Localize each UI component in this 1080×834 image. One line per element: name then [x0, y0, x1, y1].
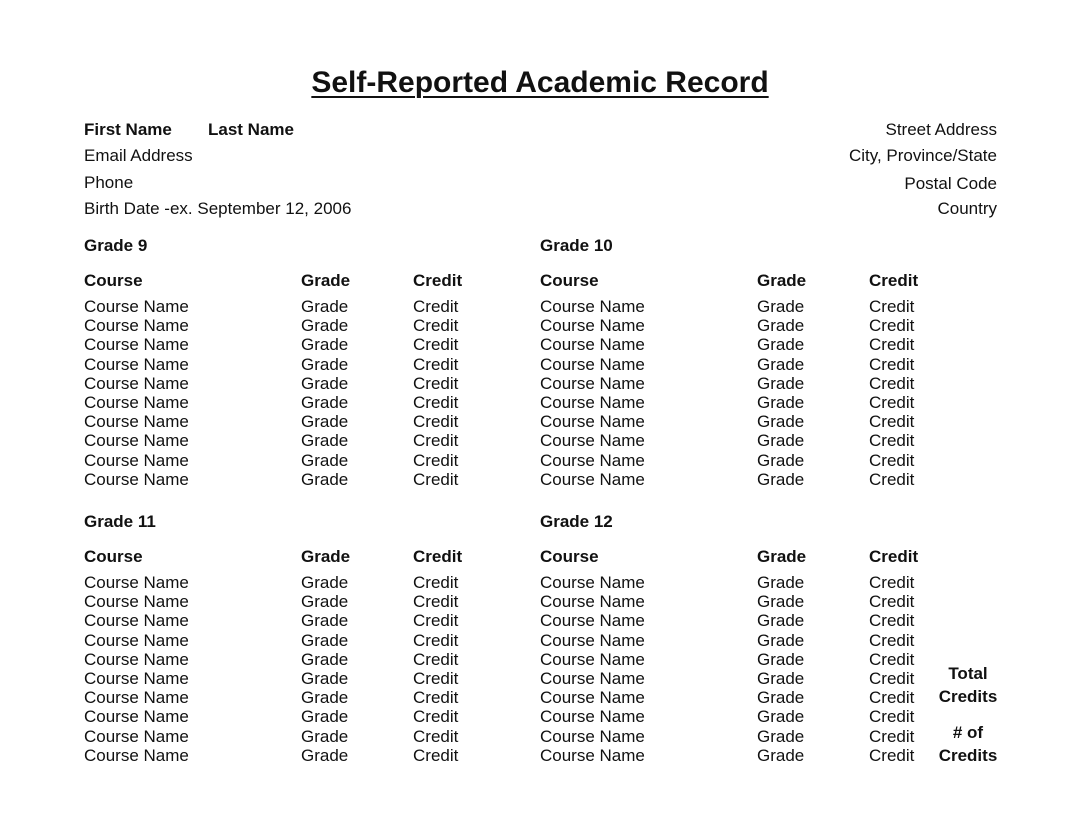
- grade-section: [84, 236, 504, 496]
- table-row: [84, 412, 484, 431]
- grade-section: [540, 236, 960, 496]
- course-cell: Course Name: [84, 611, 189, 631]
- grade-column-header: Grade: [757, 547, 807, 566]
- table-row: [540, 335, 940, 354]
- grade-cell: Grade: [301, 450, 349, 470]
- course-cell: Course Name: [84, 297, 189, 316]
- table-row: [540, 688, 940, 707]
- course-cell: Course Name: [540, 450, 645, 470]
- credit-column-header: Credit: [869, 271, 919, 290]
- credit-cell: Credit: [413, 297, 459, 316]
- grade-cell: Grade: [757, 335, 805, 355]
- course-cell: Course Name: [540, 592, 645, 612]
- course-cell: Course Name: [84, 335, 189, 355]
- credit-cell: Credit: [869, 668, 915, 688]
- credit-cell: Credit: [413, 573, 459, 592]
- grade-cell: Grade: [757, 668, 805, 688]
- table-row: [84, 727, 484, 746]
- table-row: [540, 669, 940, 688]
- table-row: [84, 470, 484, 489]
- credit-cell: Credit: [413, 392, 459, 412]
- table-row: [540, 431, 940, 450]
- course-column-header: Course: [84, 271, 143, 290]
- course-cell: Course Name: [84, 392, 189, 412]
- table-row: [540, 355, 940, 374]
- country-field: Country: [937, 199, 997, 218]
- table-row: [540, 316, 940, 335]
- table-row: [84, 631, 484, 650]
- credit-cell: Credit: [869, 354, 915, 374]
- grade-section: [540, 512, 920, 772]
- course-cell: Course Name: [84, 450, 189, 470]
- credit-cell: Credit: [869, 469, 915, 489]
- credit-cell: Credit: [413, 450, 459, 470]
- table-row: [84, 355, 484, 374]
- table-row: [540, 727, 940, 746]
- credit-cell: Credit: [869, 373, 915, 393]
- course-cell: Course Name: [540, 668, 645, 688]
- grade-cell: Grade: [301, 573, 349, 592]
- grade-cell: Grade: [757, 649, 805, 669]
- table-row: [84, 688, 484, 707]
- table-row: [84, 592, 484, 611]
- table-row: [540, 631, 940, 650]
- total-credits-line1: Total: [948, 664, 988, 683]
- credit-column-header: Credit: [413, 547, 463, 566]
- grade-cell: Grade: [301, 373, 349, 393]
- grade-cell: Grade: [301, 431, 349, 451]
- last-name-field: Last Name: [208, 120, 294, 139]
- table-row: [84, 431, 484, 450]
- grade-cell: Grade: [301, 630, 349, 650]
- course-list: [84, 297, 484, 489]
- number-of-credits-label: [930, 721, 1006, 767]
- table-row: [540, 374, 940, 393]
- credit-column-header: Credit: [413, 271, 463, 290]
- grade-cell: Grade: [301, 688, 349, 708]
- grade-cell: Grade: [757, 297, 805, 316]
- table-row: [540, 393, 940, 412]
- table-row: [540, 592, 940, 611]
- course-cell: Course Name: [540, 630, 645, 650]
- grade-cell: Grade: [757, 373, 805, 393]
- table-row: [84, 316, 484, 335]
- table-row: [540, 573, 940, 592]
- course-cell: Course Name: [540, 431, 645, 451]
- credit-cell: Credit: [413, 649, 459, 669]
- credit-cell: Credit: [869, 297, 915, 316]
- credit-cell: Credit: [413, 668, 459, 688]
- grade-cell: Grade: [757, 726, 805, 746]
- course-cell: Course Name: [84, 412, 189, 432]
- grade-heading: Grade 12: [540, 512, 613, 531]
- grade-cell: Grade: [757, 431, 805, 451]
- course-cell: Course Name: [84, 354, 189, 374]
- course-cell: Course Name: [84, 592, 189, 612]
- street-address-field: Street Address: [885, 120, 997, 139]
- course-cell: Course Name: [540, 354, 645, 374]
- table-row: [84, 669, 484, 688]
- grade-cell: Grade: [301, 469, 349, 489]
- course-cell: Course Name: [540, 707, 645, 727]
- table-row: [540, 746, 940, 765]
- table-row: [84, 707, 484, 726]
- course-cell: Course Name: [540, 573, 645, 592]
- credit-cell: Credit: [413, 688, 459, 708]
- table-row: [540, 611, 940, 630]
- email-field: Email Address: [84, 146, 193, 165]
- credit-cell: Credit: [413, 373, 459, 393]
- number-of-credits-line1: # of: [952, 723, 984, 742]
- postal-code-field: Postal Code: [904, 174, 997, 193]
- credit-cell: Credit: [869, 630, 915, 650]
- grade-cell: Grade: [757, 573, 805, 592]
- grade-column-header: Grade: [301, 547, 351, 566]
- table-row: [84, 451, 484, 470]
- course-cell: Course Name: [540, 297, 645, 316]
- credit-cell: Credit: [413, 335, 459, 355]
- grade-cell: Grade: [757, 630, 805, 650]
- phone-field: Phone: [84, 173, 134, 192]
- course-list: [540, 297, 940, 489]
- table-row: [84, 374, 484, 393]
- grade-column-header: Grade: [757, 271, 807, 290]
- table-row: [84, 573, 484, 592]
- table-row: [84, 611, 484, 630]
- credit-cell: Credit: [413, 412, 459, 432]
- table-row: [540, 412, 940, 431]
- table-row: [540, 451, 940, 470]
- credit-cell: Credit: [869, 611, 915, 631]
- course-list: [540, 573, 940, 765]
- credit-cell: Credit: [869, 573, 915, 592]
- credit-cell: Credit: [869, 392, 915, 412]
- course-cell: Course Name: [84, 469, 189, 489]
- city-field: City, Province/State: [848, 146, 997, 165]
- grade-cell: Grade: [757, 392, 805, 412]
- grade-cell: Grade: [301, 592, 349, 612]
- course-cell: Course Name: [84, 726, 189, 746]
- grade-cell: Grade: [757, 611, 805, 631]
- credit-cell: Credit: [869, 592, 915, 612]
- table-row: [84, 393, 484, 412]
- grade-section: [84, 512, 504, 772]
- course-cell: Course Name: [540, 745, 645, 765]
- grade-cell: Grade: [757, 469, 805, 489]
- grade-cell: Grade: [757, 707, 805, 727]
- credit-cell: Credit: [869, 450, 915, 470]
- credit-cell: Credit: [869, 335, 915, 355]
- credit-cell: Credit: [413, 431, 459, 451]
- grade-cell: Grade: [301, 668, 349, 688]
- grade-cell: Grade: [757, 688, 805, 708]
- grade-cell: Grade: [301, 611, 349, 631]
- course-cell: Course Name: [84, 573, 189, 592]
- first-name-field: First Name: [84, 120, 172, 139]
- credit-cell: Credit: [869, 316, 915, 336]
- grade-cell: Grade: [757, 316, 805, 336]
- course-cell: Course Name: [84, 688, 189, 708]
- course-cell: Course Name: [540, 469, 645, 489]
- grade-heading: Grade 11: [84, 512, 156, 531]
- table-row: [540, 650, 940, 669]
- grade-cell: Grade: [757, 745, 805, 765]
- credit-cell: Credit: [413, 316, 459, 336]
- course-cell: Course Name: [84, 668, 189, 688]
- birth-date-field: Birth Date -ex. September 12, 2006: [84, 199, 352, 218]
- number-of-credits-line2: Credits: [938, 746, 998, 765]
- table-row: [540, 470, 940, 489]
- credit-cell: Credit: [413, 592, 459, 612]
- course-cell: Course Name: [84, 707, 189, 727]
- course-cell: Course Name: [84, 431, 189, 451]
- course-cell: Course Name: [84, 316, 189, 336]
- credit-cell: Credit: [869, 707, 915, 727]
- grade-cell: Grade: [301, 726, 349, 746]
- course-cell: Course Name: [84, 373, 189, 393]
- course-cell: Course Name: [540, 726, 645, 746]
- course-cell: Course Name: [540, 335, 645, 355]
- grade-cell: Grade: [301, 354, 349, 374]
- credit-cell: Credit: [413, 469, 459, 489]
- course-column-header: Course: [84, 547, 143, 566]
- course-cell: Course Name: [540, 611, 645, 631]
- credit-cell: Credit: [869, 688, 915, 708]
- table-row: [84, 650, 484, 669]
- grade-cell: Grade: [301, 412, 349, 432]
- total-credits-label: [930, 662, 1006, 708]
- course-cell: Course Name: [84, 745, 189, 765]
- course-cell: Course Name: [540, 649, 645, 669]
- grade-cell: Grade: [301, 745, 349, 765]
- table-row: [540, 707, 940, 726]
- credit-cell: Credit: [413, 745, 459, 765]
- course-cell: Course Name: [540, 316, 645, 336]
- table-row: [84, 335, 484, 354]
- grade-cell: Grade: [757, 412, 805, 432]
- credit-cell: Credit: [869, 726, 915, 746]
- credit-cell: Credit: [413, 707, 459, 727]
- table-row: [540, 297, 940, 316]
- page-title: Self-Reported Academic Record: [311, 66, 769, 99]
- credit-cell: Credit: [869, 649, 915, 669]
- grade-cell: Grade: [301, 297, 349, 316]
- grade-cell: Grade: [301, 316, 349, 336]
- credit-cell: Credit: [413, 630, 459, 650]
- table-row: [84, 746, 484, 765]
- grade-cell: Grade: [757, 450, 805, 470]
- course-cell: Course Name: [84, 630, 189, 650]
- course-cell: Course Name: [540, 412, 645, 432]
- credit-cell: Credit: [869, 431, 915, 451]
- grade-heading: Grade 10: [540, 236, 613, 255]
- grade-cell: Grade: [757, 354, 805, 374]
- credit-cell: Credit: [413, 611, 459, 631]
- grade-cell: Grade: [301, 707, 349, 727]
- grade-heading: Grade 9: [84, 236, 148, 255]
- credit-cell: Credit: [413, 354, 459, 374]
- grade-cell: Grade: [757, 592, 805, 612]
- course-cell: Course Name: [540, 688, 645, 708]
- grade-cell: Grade: [301, 392, 349, 412]
- grade-cell: Grade: [301, 335, 349, 355]
- total-credits-line2: Credits: [938, 687, 998, 706]
- course-column-header: Course: [540, 271, 599, 290]
- credit-cell: Credit: [413, 726, 459, 746]
- credit-column-header: Credit: [869, 547, 919, 566]
- grade-cell: Grade: [301, 649, 349, 669]
- course-column-header: Course: [540, 547, 599, 566]
- course-list: [84, 573, 484, 765]
- course-cell: Course Name: [540, 373, 645, 393]
- course-cell: Course Name: [540, 392, 645, 412]
- course-cell: Course Name: [84, 649, 189, 669]
- credit-cell: Credit: [869, 745, 915, 765]
- table-row: [84, 297, 484, 316]
- credit-cell: Credit: [869, 412, 915, 432]
- grade-column-header: Grade: [301, 271, 351, 290]
